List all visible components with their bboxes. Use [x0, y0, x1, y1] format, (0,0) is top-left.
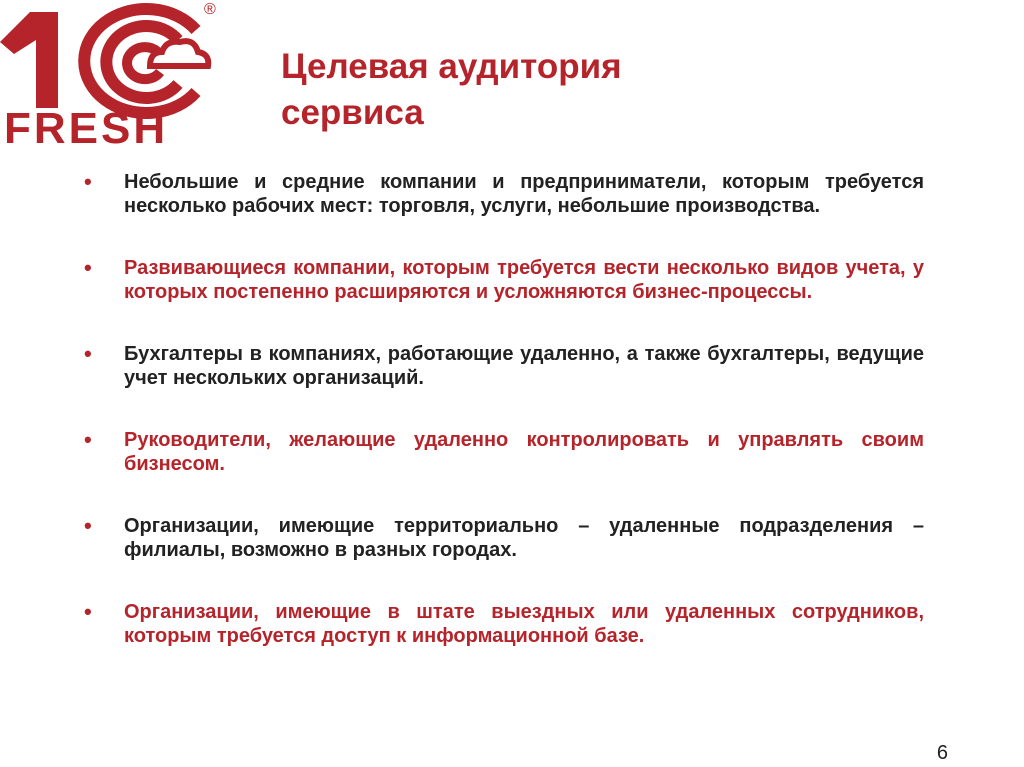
list-item-text: Организации, имеющие территориально – удаленные подразделения – филиалы, возможно в разных городах.	[124, 515, 924, 561]
page-number: 6	[936, 742, 948, 764]
logo-graphic	[0, 0, 230, 150]
list-item	[84, 256, 924, 304]
brand-logo	[0, 0, 230, 150]
bullet-icon: •	[84, 599, 92, 624]
logo-one-shape	[0, 12, 58, 108]
list-item-text: Организации, имеющие в штате выездных или удаленных сотрудников, которым требуется доступ к информационной базе.	[124, 601, 924, 647]
bullet-icon: •	[84, 169, 92, 194]
page-title	[281, 44, 881, 136]
bullet-icon: •	[84, 427, 92, 452]
logo-wordmark: FRESH	[4, 104, 169, 150]
list-item-text: Руководители, желающие удаленно контролировать и управлять своим бизнесом.	[124, 429, 924, 475]
bullet-icon: •	[84, 341, 92, 366]
list-item	[84, 600, 924, 648]
bullet-icon: •	[84, 513, 92, 538]
page-title-line-2: сервиса	[281, 93, 424, 132]
list-item	[84, 428, 924, 476]
registered-mark: ®	[204, 1, 216, 18]
list-item	[84, 342, 924, 390]
list-item-text: Небольшие и средние компании и предприниматели, которым требуется несколько рабочих мест: торговля, услуги, небольшие производства.	[124, 171, 924, 217]
list-item	[84, 170, 924, 218]
list-item-text: Развивающиеся компании, которым требуется вести несколько видов учета, у которых постепенно расширяются и усложняются бизнес-процессы.	[124, 257, 924, 303]
page-title-line-1: Целевая аудитория	[281, 47, 622, 86]
logo-cloud-shape	[150, 41, 208, 66]
bullet-icon: •	[84, 255, 92, 280]
audience-list	[84, 170, 924, 686]
list-item-text: Бухгалтеры в компаниях, работающие удаленно, а также бухгалтеры, ведущие учет нескольких организаций.	[124, 343, 924, 389]
list-item	[84, 514, 924, 562]
